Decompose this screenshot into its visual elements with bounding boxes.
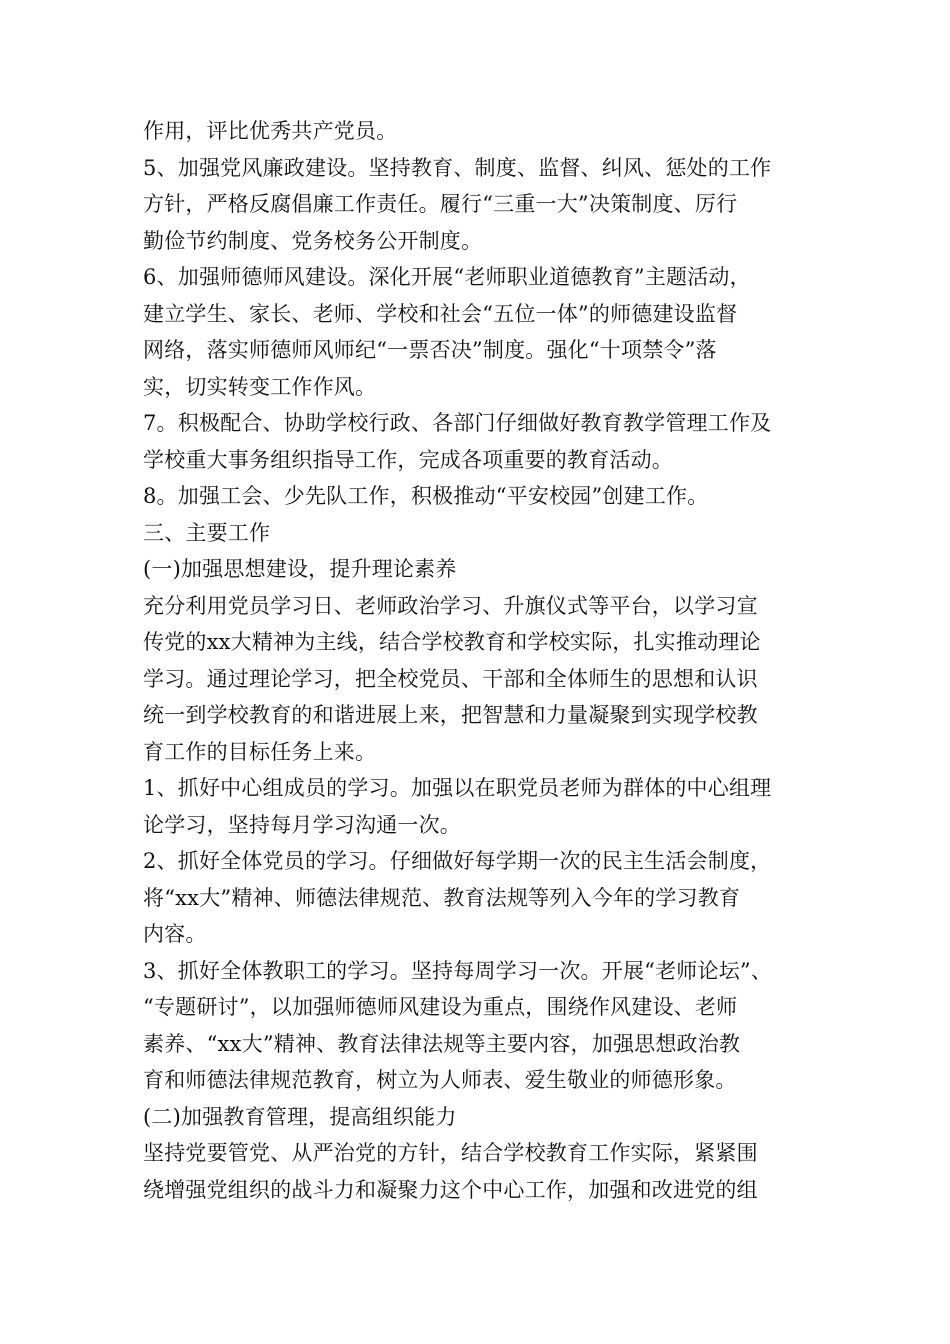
text-line: 1、抓好中心组成员的学习。加强以在职党员老师为群体的中心组理 xyxy=(143,776,772,800)
text-line: 将“xx大”精神、师德法律规范、教育法规等列入今年的学习教育 xyxy=(143,885,741,910)
document-body xyxy=(143,113,823,1208)
subsection-heading: (一)加强思想建设，提升理论素养 xyxy=(143,557,457,581)
text-line: 7。积极配合、协助学校行政、各部门仔细做好教育教学管理工作及 xyxy=(143,411,772,435)
subsection-heading: (二)加强教育管理，提高组织能力 xyxy=(143,1104,457,1129)
text-line: 网络，落实师德师风师纪“一票否决”制度。强化“十项禁令”落 xyxy=(143,338,717,362)
text-line: 论学习，坚持每月学习沟通一次。 xyxy=(143,812,461,837)
text-line: 育工作的目标任务上来。 xyxy=(143,739,377,764)
text-line: 学习。通过理论学习，把全校党员、干部和全体师生的思想和认识 xyxy=(143,666,758,691)
text-line: 作用，评比优秀共产党员。 xyxy=(143,119,398,143)
text-line: 方针，严格反腐倡廉工作责任。履行“三重一大”决策制度、厉行 xyxy=(143,192,738,216)
text-line: 育和师德法律规范教育，树立为人师表、爱生敬业的师德形象。 xyxy=(143,1068,737,1092)
text-line: 6、加强师德师风建设。深化开展“老师职业道德教育”主题活动， xyxy=(143,265,751,289)
text-line: 8。加强工会、少先队工作，积极推动“平安校园”创建工作。 xyxy=(143,484,709,508)
text-line: 充分利用党员学习日、老师政治学习、升旗仪式等平台，以学习宣 xyxy=(143,593,758,618)
text-line: 统一到学校教育的和谐进展上来，把智慧和力量凝聚到实现学校教 xyxy=(143,703,758,727)
text-line: 5、加强党风廉政建设。坚持教育、制度、监督、纠风、惩处的工作 xyxy=(143,155,772,180)
text-line: 3、抓好全体教职工的学习。坚持每周学习一次。开展“老师论坛”、 xyxy=(143,958,773,983)
text-line: 2、抓好全体党员的学习。仔细做好每学期一次的民主生活会制度， xyxy=(143,849,772,873)
text-line: 坚持党要管党、从严治党的方针，结合学校教育工作实际，紧紧围 xyxy=(143,1141,758,1165)
text-line: 传党的xx大精神为主线，结合学校教育和学校实际，扎实推动理论 xyxy=(143,630,761,654)
text-line: 学校重大事务组织指导工作，完成各项重要的教育活动。 xyxy=(143,447,673,472)
section-heading: 三、主要工作 xyxy=(143,520,271,545)
text-line: 建立学生、家长、老师、学校和社会“五位一体”的师德建设监督 xyxy=(143,301,738,326)
text-line: 勤俭节约制度、党务校务公开制度。 xyxy=(143,228,483,253)
text-line: “专题研讨”，以加强师德师风建设为重点，围绕作风建设、老师 xyxy=(143,995,738,1019)
text-line: 内容。 xyxy=(143,922,207,946)
text-line: 实，切实转变工作作风。 xyxy=(143,374,377,399)
text-line: 绕增强党组织的战斗力和凝聚力这个中心工作，加强和改进党的组 xyxy=(143,1177,758,1202)
text-line: 素养、“xx大”精神、教育法律法规等主要内容，加强思想政治教 xyxy=(143,1031,741,1056)
